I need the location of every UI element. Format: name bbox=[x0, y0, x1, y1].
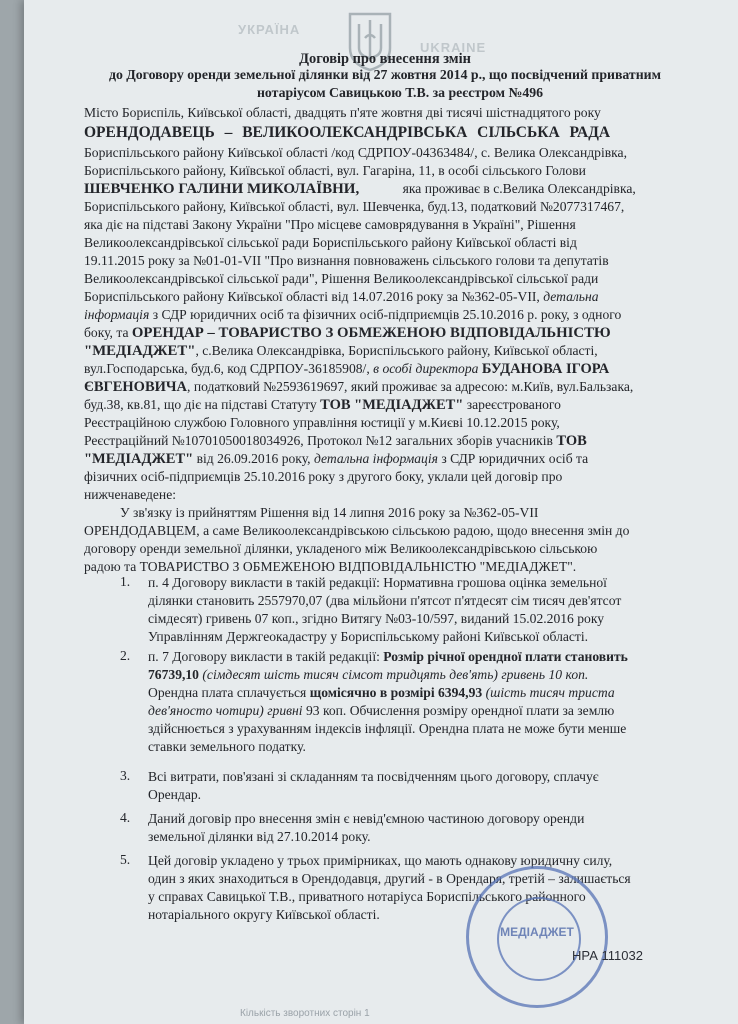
party2-line2-a: вул.Господарська, буд.6, код СДРПОУ-36185908/, bbox=[84, 361, 370, 376]
intro-line1: У зв'язку із прийняттям Рішення від 14 липня 2016 року за №362-05-VII bbox=[120, 505, 539, 520]
item-2-line4-a: дев'яносто чотири) bbox=[148, 703, 264, 718]
item-number: 4. bbox=[120, 810, 131, 825]
item-2-line3 bbox=[148, 684, 696, 702]
party1-line4-rest: яка проживає в с.Велика Олександрівка, bbox=[402, 181, 636, 196]
party2-line4-a: буд.38, кв.81, що діє на підставі Статуту bbox=[84, 397, 317, 412]
party1-line7: Великоолександрівської сільської ради Бориспільського району Київської області від bbox=[84, 235, 577, 250]
item-4-line1: Даний договір про внесення змін є невід'ємною частиною договору оренди bbox=[148, 811, 585, 826]
party2-line3 bbox=[84, 378, 696, 396]
item-2-line1 bbox=[148, 648, 696, 666]
item-2-line2-a: 76739,10 bbox=[148, 667, 199, 682]
item-number: 3. bbox=[120, 768, 131, 783]
party2-line3-a: ЄВГЕНОВИЧА bbox=[84, 379, 188, 395]
item-2-line1-a: п. 7 Договору викласти в такій редакції: bbox=[148, 649, 380, 664]
watermark-ukraine-cyrillic: УКРАЇНА bbox=[238, 22, 301, 37]
item-1-line4: Управлінням Держгеокадастру у Бориспільському районі Київської області. bbox=[148, 629, 589, 644]
party2-line6-a: Реєстраційний №10701050018034926, Протокол №12 загальних зборів учасників bbox=[84, 433, 553, 448]
item-2-line3-a: Орендна плата сплачується bbox=[148, 685, 307, 700]
item-1-line1: п. 4 Договору викласти в такій редакції: Нормативна грошова оцінка земельної bbox=[148, 575, 607, 590]
party2-line2 bbox=[84, 360, 696, 378]
item-5-line3: у справах Савицької Т.В., приватного нотаріуса Бориспільського районного bbox=[148, 889, 586, 904]
party1-line10-a: Бориспільського району Київської області від 14.07.2016 року за №362-05-VII, bbox=[84, 289, 540, 304]
party1-line3: Бориспільського району, Київської області, вул. Гагаріна, 11, в особі сільського Голови bbox=[84, 163, 586, 178]
party1-role: ОРЕНДОДАВЕЦЬ bbox=[84, 124, 215, 141]
item-5-line4: нотаріального округу Київської області. bbox=[148, 907, 380, 922]
party1-line12-a: боку, та bbox=[84, 325, 129, 340]
party1-line12 bbox=[84, 324, 696, 342]
intro-line2: ОРЕНДОДАВЦЕМ, а саме Великоолександрівською сільською радою, щодо внесення змін до bbox=[84, 523, 630, 538]
party2-line7-c: детальна інформація bbox=[313, 451, 438, 466]
party2-line7-b: від 26.09.2016 року, bbox=[196, 451, 311, 466]
form-serial-number: НРА 111032 bbox=[572, 948, 643, 963]
watermark-ukraine-latin: UKRAINE bbox=[420, 40, 487, 55]
party1-line11-a: інформація bbox=[84, 307, 150, 322]
item-2-line5: здійснюється з урахуванням індексів інфляції. Орендна плата не може бути менше bbox=[148, 721, 627, 736]
item-2-line2-b: (сімдесят шість тисяч сімсот тридцять дев'ять) bbox=[202, 667, 498, 682]
party2-line6 bbox=[84, 432, 696, 450]
party2-line7 bbox=[84, 450, 696, 468]
intro-line3: договору оренди земельної ділянки, укладеного між Великоолександрівською сільською bbox=[84, 541, 598, 556]
party2-line4-b: ТОВ "МЕДІАДЖЕТ" bbox=[320, 397, 464, 413]
item-number: 5. bbox=[120, 852, 131, 867]
party2-line2-b: в особі директора bbox=[373, 361, 479, 376]
footer-note: Кількість зворотних сторін 1 bbox=[240, 1008, 370, 1019]
doc-title: Договір про внесення змін bbox=[299, 51, 471, 67]
seal-company-name: МЕДІАДЖЕТ bbox=[500, 925, 574, 939]
item-2-line4-c: 93 коп. Обчислення розміру орендної плати за землю bbox=[305, 703, 615, 718]
party1-line12-b: ОРЕНДАР – ТОВАРИСТВО З ОБМЕЖЕНОЮ ВІДПОВІДАЛЬНІСТЮ bbox=[131, 325, 611, 341]
item-5-line1: Цей договір укладено у трьох примірниках, що мають однакову юридичну силу, bbox=[148, 853, 613, 868]
seal-inner-ring bbox=[497, 897, 581, 981]
party2-line7-a: "МЕДІАДЖЕТ" bbox=[84, 451, 194, 467]
item-2-line6: ставки земельного податку. bbox=[148, 739, 306, 754]
doc-title-line2: до Договору оренди земельної ділянки від 27 жовтня 2014 р., що посвідчений приватним bbox=[108, 67, 662, 82]
place-date: Місто Бориспіль, Київської області, двадцять п'яте жовтня дві тисячі шістнадцятого року bbox=[84, 105, 601, 120]
party2-line4-c: зареєстрованого bbox=[466, 397, 561, 412]
item-1-line3: сімдесят) гривень 07 коп., згідно Витягу №03-10/597, виданий 15.02.2016 року bbox=[148, 611, 605, 626]
party1-line9: Великоолександрівської сільської ради", Рішення Великоолександрівської сільської ради bbox=[84, 271, 599, 286]
item-1-line2: ділянки становить 2557970,07 (два мільйони п'ятсот п'ятдесят сім тисяч дев'ятсот bbox=[148, 593, 622, 608]
item-2-line3-c: (шість тисяч триста bbox=[485, 685, 615, 700]
party2-line4 bbox=[84, 396, 696, 414]
item-2-line4 bbox=[148, 702, 696, 720]
party2-line3-b: , податковий №2593619697, який проживає за адресою: м.Київ, вул.Бальзака, bbox=[187, 379, 634, 394]
party1-line4 bbox=[84, 180, 696, 198]
party2-line1 bbox=[84, 342, 696, 360]
party2-line9: нижченаведене: bbox=[84, 487, 177, 502]
item-number: 1. bbox=[120, 574, 131, 589]
party1-line5: Бориспільського району, Київської області, вул. Шевченка, буд.13, податковий №2077317467, bbox=[84, 199, 625, 214]
party2-line7-d: з СДР юридичних осіб та bbox=[441, 451, 589, 466]
party1-line10-b: детальна bbox=[543, 289, 599, 304]
item-3-line2: Орендар. bbox=[148, 787, 202, 802]
party1-dash: – bbox=[224, 124, 233, 141]
party1-line2: Бориспільського району Київської області /код СДРПОУ-04363484/, с. Велика Олександрівка, bbox=[84, 145, 627, 160]
party1-line11 bbox=[84, 306, 696, 324]
party1-line6: яка діє на підставі Закону України "Про місцеве самоврядування в Україні", Рішення bbox=[84, 217, 576, 232]
page-edge bbox=[0, 0, 24, 1024]
item-2-line1-b: Розмір річної орендної плати становить bbox=[383, 649, 628, 664]
item-4-line2: земельної ділянки від 27.10.2014 року. bbox=[148, 829, 371, 844]
party1-head-name: ШЕВЧЕНКО ГАЛИНИ МИКОЛАЇВНИ, bbox=[84, 181, 360, 197]
party2-line5: Реєстраційною службою Головного управління юстиції у м.Києві 10.12.2015 року, bbox=[84, 415, 560, 430]
party2-line2-c: БУДАНОВА ІГОРА bbox=[481, 361, 610, 377]
party1-line8: 19.11.2015 року за №01-01-VII "Про визнання повноважень сільського голови та депутатів bbox=[84, 253, 609, 268]
item-2-line3-b: щомісячно в розмірі 6394,93 bbox=[309, 685, 483, 700]
item-2-line2-c: гривень 10 коп. bbox=[501, 667, 589, 682]
party2-name: "МЕДІАДЖЕТ" bbox=[84, 343, 196, 359]
item-2-line2 bbox=[148, 666, 696, 684]
party1-name: ВЕЛИКООЛЕКСАНДРІВСЬКА СІЛЬСЬКА РАДА bbox=[242, 124, 611, 141]
party1-line10 bbox=[84, 288, 696, 306]
party2-line8: фізичних осіб-підприємців 25.10.2016 року з другого боку, уклали цей договір про bbox=[84, 469, 563, 484]
party1-line11-b: з СДР юридичних осіб та фізичних осіб-підприємців 25.10.2016 р. року, з одного bbox=[152, 307, 622, 322]
doc-title-line3: нотаріусом Савицькою Т.В. за реєстром №496 bbox=[256, 85, 544, 100]
company-seal bbox=[466, 866, 608, 1008]
party2-line1-rest: , с.Велика Олександрівка, Бориспільського району, Київської області, bbox=[195, 343, 598, 358]
item-2-line4-b: гривні bbox=[267, 703, 303, 718]
item-3-line1: Всі витрати, пов'язані зі складанням та посвідченням цього договору, сплачує bbox=[148, 769, 599, 784]
party1-heading bbox=[84, 124, 696, 142]
party2-line6-b: ТОВ bbox=[556, 433, 587, 449]
item-5-line2: один з яких знаходиться в Орендодавця, другий - в Орендаря, третій – залишається bbox=[148, 871, 631, 886]
intro-line4: радою та ТОВАРИСТВО З ОБМЕЖЕНОЮ ВІДПОВІДАЛЬНІСТЮ "МЕДІАДЖЕТ". bbox=[84, 559, 577, 574]
item-number: 2. bbox=[120, 648, 131, 663]
